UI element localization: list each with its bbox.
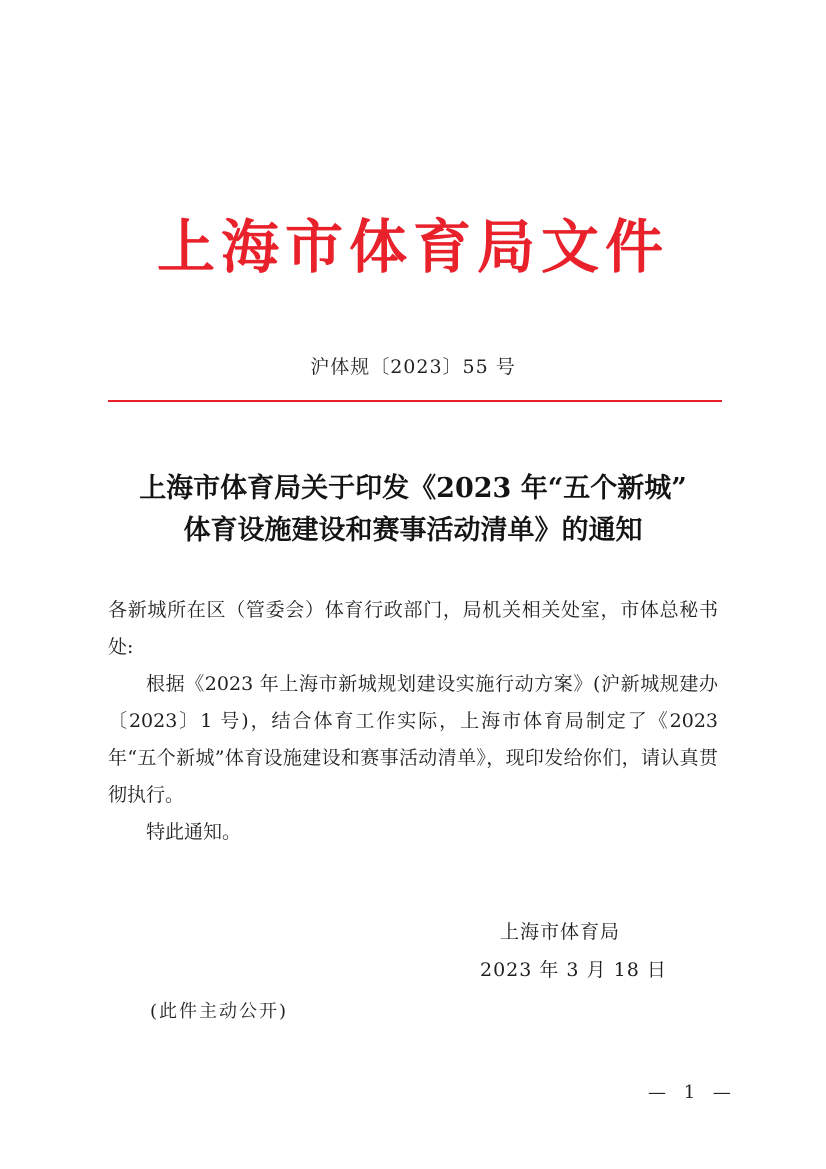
signature-organization: 上海市体育局	[500, 921, 621, 943]
notice-title-line-1: 上海市体育局关于印发《2023 年“五个新城”	[139, 473, 687, 504]
addressee-paragraph: 各新城所在区（管委会）体育行政部门，局机关相关处室，市体总秘书处:	[108, 599, 718, 658]
document-number: 沪体规〔2023〕55 号	[310, 356, 516, 378]
red-divider-line	[108, 400, 722, 402]
page-number: — 1 —	[648, 1082, 737, 1103]
main-paragraph: 根据《2023 年上海市新城规划建设实施行动方案》(沪新城规建办〔2023〕1 号)，结合体育工作实际，上海市体育局制定了《2023 年“五个新城”体育设施建设和赛事活动清单》，现印发给你们，请认真贯彻执行。	[108, 673, 718, 806]
notice-body	[108, 592, 718, 851]
notice-title-line-2: 体育设施建设和赛事活动清单》的通知	[183, 515, 643, 546]
disclosure-note: (此件主动公开)	[150, 1001, 289, 1022]
document-masthead: 上海市体育局文件	[156, 213, 669, 281]
signature-date: 2023 年 3 月 18 日	[480, 959, 667, 981]
notice-title	[80, 468, 746, 552]
closing-paragraph: 特此通知。	[146, 821, 242, 843]
